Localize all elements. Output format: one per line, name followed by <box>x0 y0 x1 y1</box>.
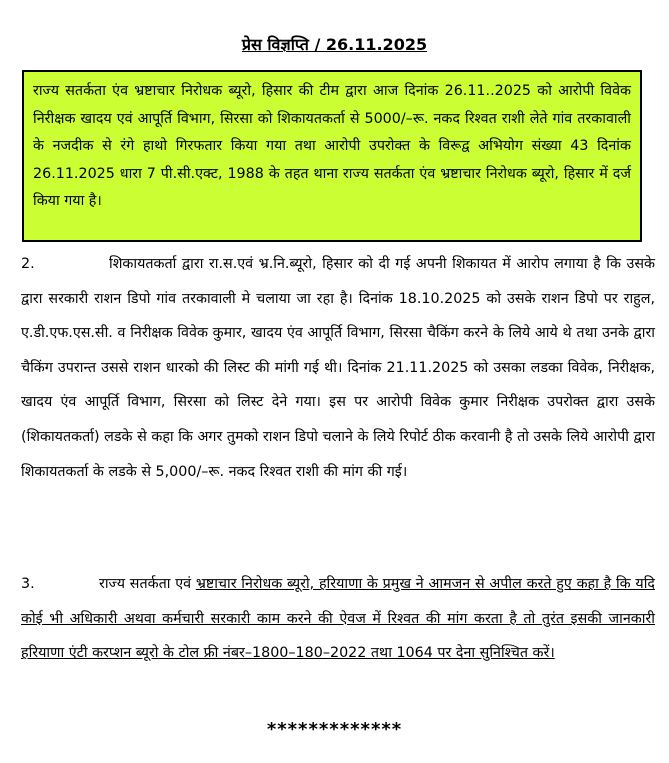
paragraph-3-number: 3. <box>21 576 35 592</box>
paragraph-3-text: भ्रष्टाचार निरोधक ब्यूरो, हरियाणा के प्रमुख ने आमजन से अपील करते हुए कहा है कि यदि कोई भी अधिकारी अथवा कर्मचारी सरकारी काम करने की ऐवज में रिश्वत की मांग करता है तो तुरंत इसकी जानकारी हरियाणा एंटी करप्शन ब्यूरो के टोल फ्री नंबर–1800–180–2022 तथा 1064 पर देना सुनिश्चित करें। <box>21 576 655 662</box>
paragraph-2 <box>21 247 655 489</box>
summary-box <box>22 70 642 242</box>
paragraph-2-number: 2. <box>21 256 35 272</box>
paragraph-2-text: शिकायतकर्ता द्वारा रा.स.एवं भ्र.नि.ब्यूरो, हिसार को दी गई अपनी शिकायत में आरोप लगाया है कि उसके द्वारा सरकारी राशन डिपो गांव तरकावाली मे चलाया जा रहा है। दिनांक 18.10.2025 को उसके राशन डिपो पर राहुल, ए.डी.एफ.एस.सी. व निरीक्षक विवेक कुमार, खादय एंव आपूर्ति विभाग, सिरसा चैकिंग करने के लिये आये थे तथा उनके द्वारा चैकिंग उपरान्त उससे राशन धारको की लिस्ट की मांगी गई थी। दिनांक 21.11.2025 को उसका लडका विवेक, निरीक्षक, खादय एंव आपूर्ति विभाग, सिरसा को लिस्ट देने गया। इस पर आरोपी विवेक कुमार निरीक्षक उपरोक्त द्वारा उसके (शिकायतकर्ता) लडके से कहा कि अगर तुमको राशन डिपो चलाने के लिये रिपोर्ट ठीक करवानी है तो उसके लिये आरोपी द्वारा शिकायतकर्ता के लडके से 5,000/–रू. नकद रिश्वत राशी की मांग की गई। <box>21 256 655 480</box>
paragraph-3 <box>21 567 655 671</box>
page-title: प्रेस विज्ञप्ति / 26.11.2025 <box>241 35 428 54</box>
end-marker: ************* <box>266 719 403 740</box>
summary-text: राज्य सतर्कता एंव भ्रष्टाचार निरोधक ब्यूरो, हिसार की टीम द्वारा आज दिनांक 26.11..2025 को आरोपी विवेक निरीक्षक खादय एवं आपूर्ति विभाग, सिरसा को शिकायतकर्ता से 5000/–रू. नकद रिश्वत राशी लेते गांव तरकावाली के नजदीक से रंगे हाथो गिरफतार किया गया तथा आरोपी उपरोक्त के विरूद्व अभियोग संख्या 43 दिनांक 26.11.2025 धारा 7 पी.सी.एक्ट, 1988 के तहत थाना राज्य सतर्कता एंव भ्रष्टाचार निरोधक ब्यूरो, हिसार में दर्ज किया गया है। <box>33 83 631 209</box>
paragraph-3-lead: राज्य सतर्कता एवं <box>99 576 196 592</box>
